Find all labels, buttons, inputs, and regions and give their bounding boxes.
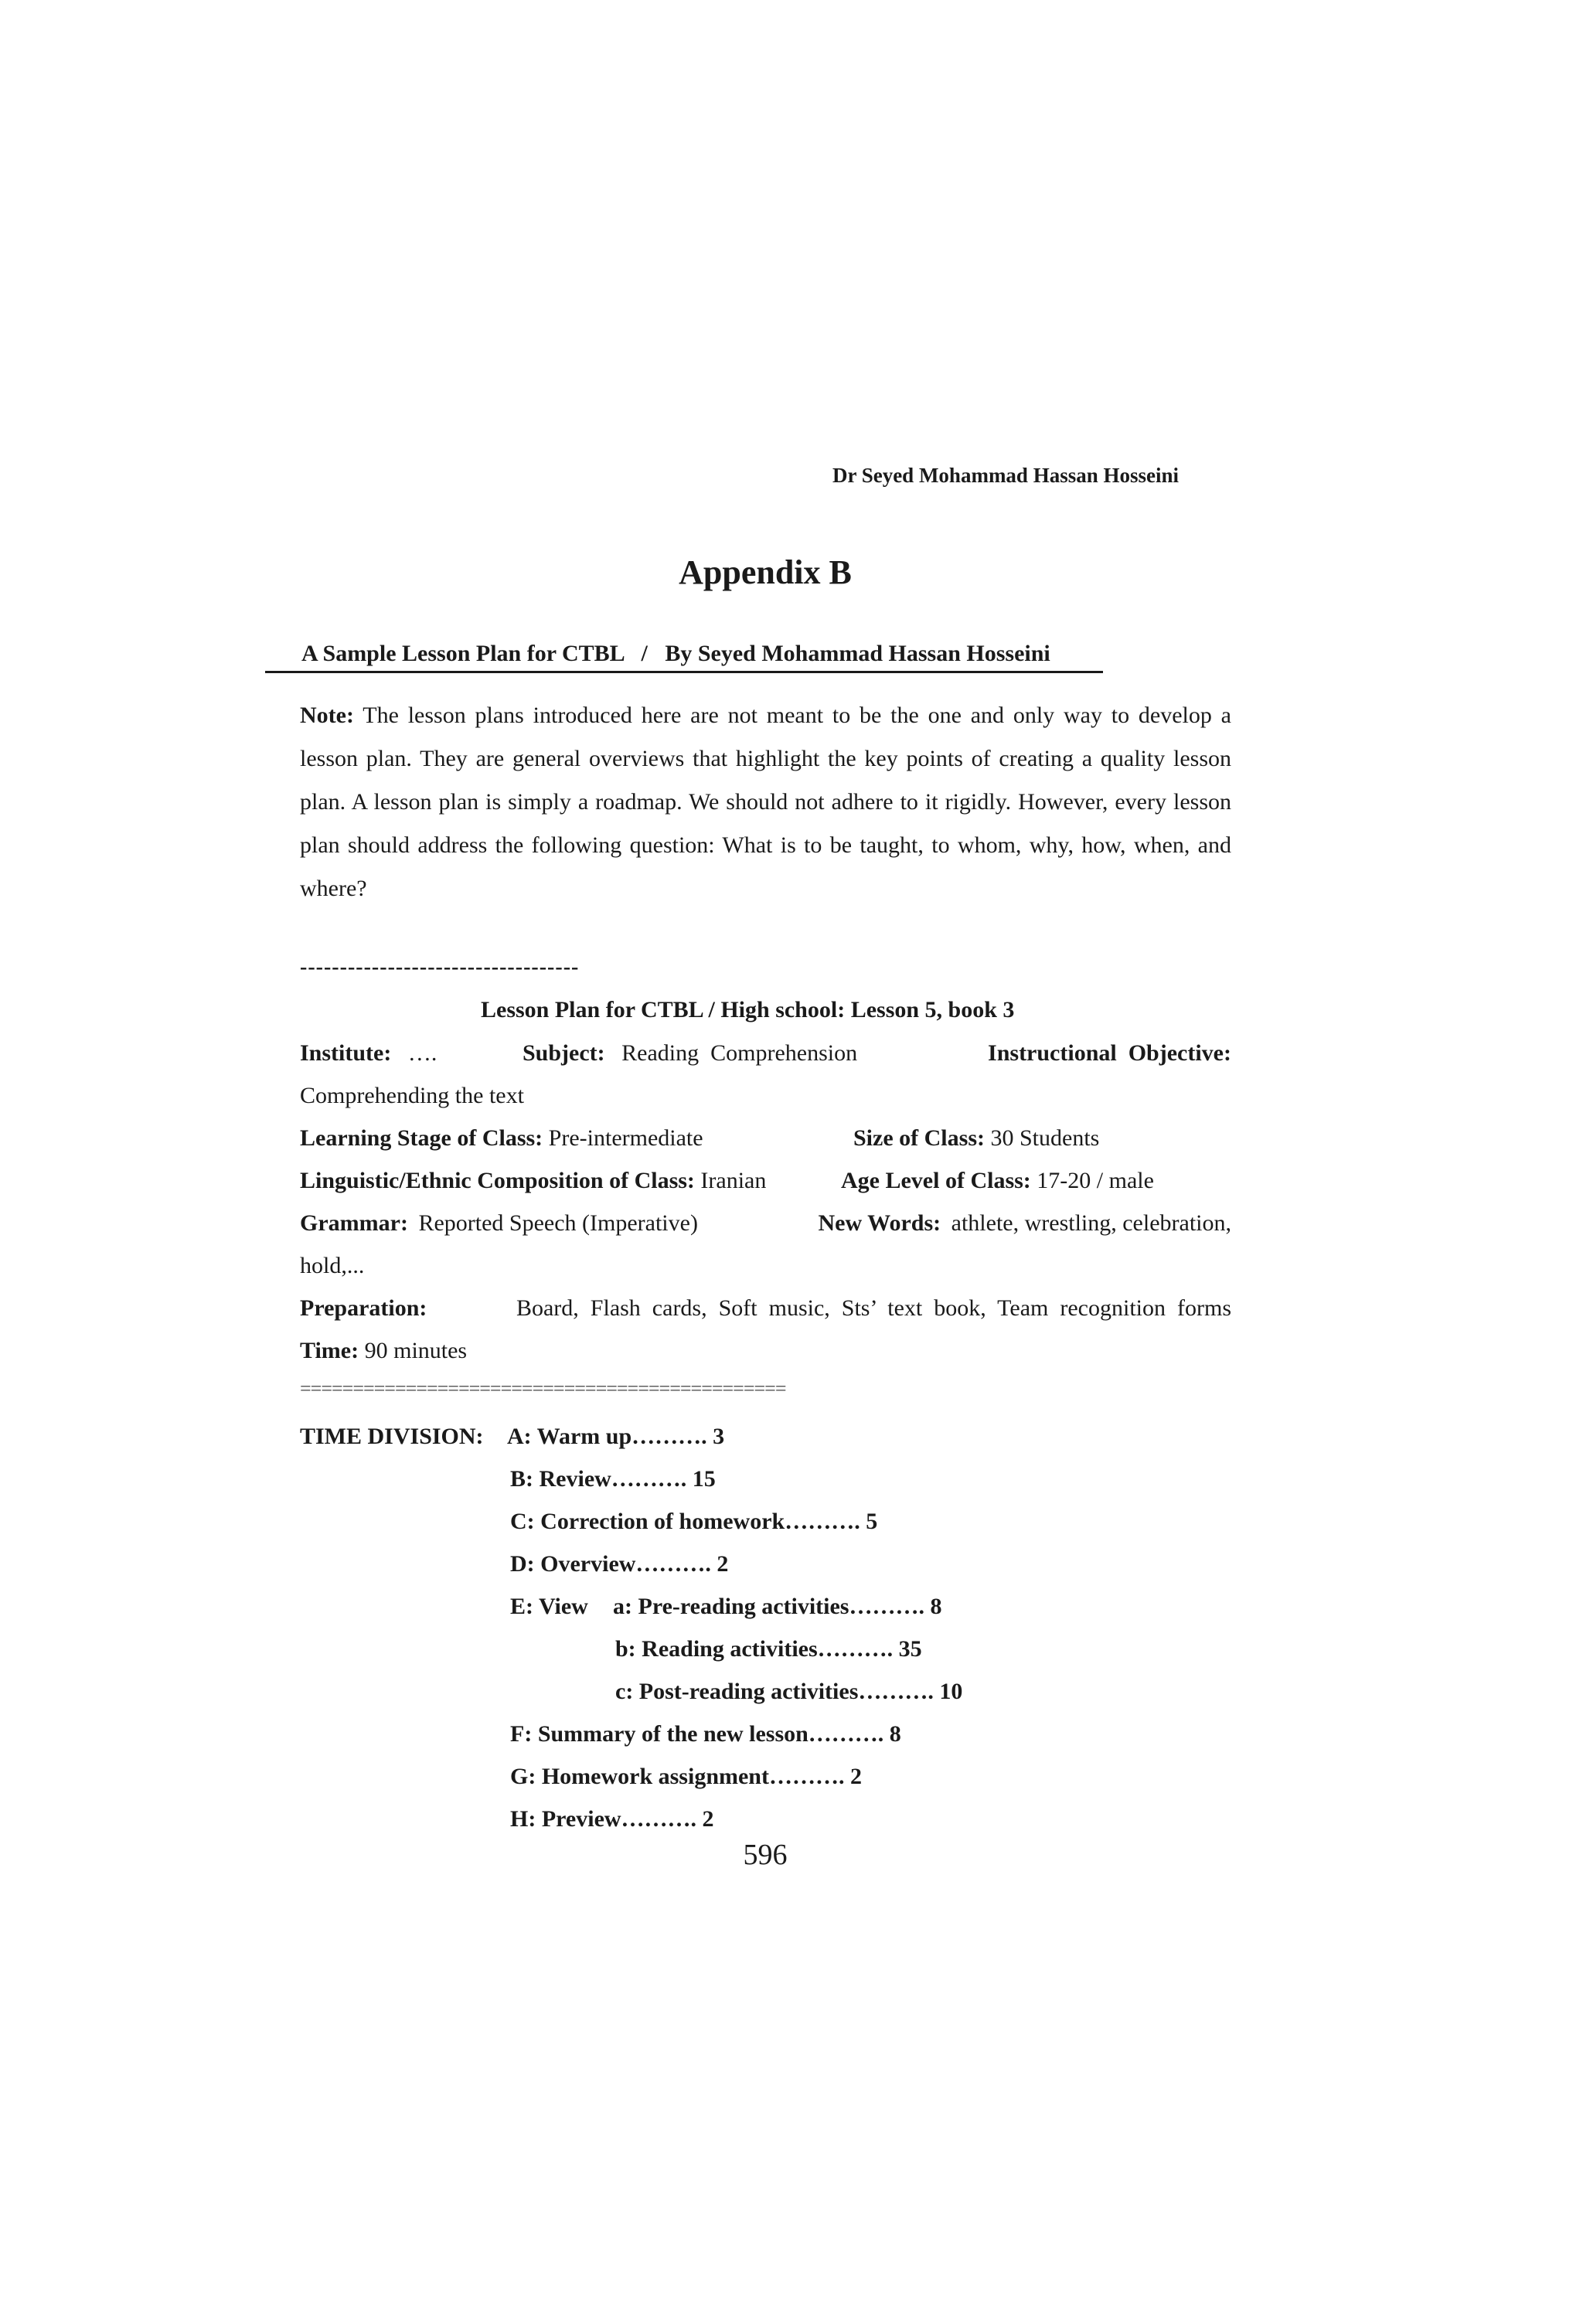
institute-label: Institute: [300,1040,392,1066]
plan-title: Lesson Plan for CTBL / High school: Lesson 5, book 3 [481,997,1015,1022]
time-division-h: H: Preview………. 2 [510,1806,714,1832]
grammar-label: Grammar: [300,1210,408,1236]
time-division-e-a: a: Pre-reading activities………. 8 [613,1594,942,1619]
objective-field [988,1040,1231,1067]
learning-stage-value: Pre-intermediate [548,1125,703,1151]
time-division-d: D: Overview………. 2 [510,1551,729,1577]
note-paragraph [300,694,1231,910]
age-level-value: 17-20 / male [1037,1168,1154,1193]
subtitle-underline [265,671,1103,673]
time-division-g: G: Homework assignment………. 2 [510,1764,862,1789]
institute-field [300,1040,437,1067]
preparation-label: Preparation: [300,1295,427,1321]
appendix-title: Appendix B [679,553,852,591]
time-division-e-b: b: Reading activities………. 35 [615,1636,922,1662]
new-words-value: athlete, wrestling, celebration, [951,1210,1231,1236]
subject-label: Subject: [523,1040,605,1066]
time-division-c: C: Correction of homework………. 5 [510,1509,878,1534]
age-level-field [841,1168,1154,1194]
time-division-e-c: c: Post-reading activities………. 10 [615,1679,963,1704]
equals-separator: ============================================== [300,1377,786,1400]
learning-stage-label: Learning Stage of Class: [300,1125,543,1151]
new-words-continued: hold,... [300,1253,365,1278]
age-level-label: Age Level of Class: [841,1168,1031,1193]
grammar-value: Reported Speech (Imperative) [418,1210,698,1236]
time-division-a: A: Warm up………. 3 [507,1424,725,1449]
page-number: 596 [743,1839,788,1871]
grammar-field [300,1210,698,1237]
class-size-field [853,1125,1099,1152]
new-words-field [819,1210,1231,1237]
note-text: The lesson plans introduced here are not meant to be the one and only way to develop a lesson plan. They are general overviews that highlight the key points of creating a quality lesson plan. A lesson plan is simply a roadmap. We should not adhere to it rigidly. However, every lesson plan should address the following question: What is to be taught, to whom, why, how, when, and where? [300,703,1232,901]
class-size-label: Size of Class: [853,1125,985,1151]
lesson-plan-subtitle: A Sample Lesson Plan for CTBL / By Seyed Mohammad Hassan Hosseini [301,641,1050,666]
subject-field [523,1040,857,1067]
time-division-label: TIME DIVISION: [300,1424,484,1449]
time-field [300,1338,467,1364]
ethnic-composition-field [300,1168,766,1194]
class-size-value: 30 Students [990,1125,1100,1151]
running-header: Dr Seyed Mohammad Hassan Hosseini [832,464,1179,487]
note-label: Note: [300,703,354,728]
objective-value: Comprehending the text [300,1083,524,1108]
time-label: Time: [300,1338,359,1363]
dash-separator: ----------------------------------- [300,955,580,979]
preparation-field [300,1295,1231,1322]
time-value: 90 minutes [364,1338,468,1363]
institute-value: …. [407,1040,437,1066]
ethnic-composition-label: Linguistic/Ethnic Composition of Class: [300,1168,695,1193]
ethnic-composition-value: Iranian [700,1168,767,1193]
time-division-f: F: Summary of the new lesson………. 8 [510,1721,901,1747]
objective-label: Instructional Objective: [988,1040,1231,1066]
time-division-b: B: Review………. 15 [510,1466,716,1492]
new-words-label: New Words: [818,1210,941,1236]
time-division-e: E: View [510,1594,588,1619]
subject-value: Reading Comprehension [621,1040,858,1066]
learning-stage-field [300,1125,703,1152]
preparation-value: Board, Flash cards, Soft music, Sts’ text book, Team recognition forms [516,1295,1231,1321]
